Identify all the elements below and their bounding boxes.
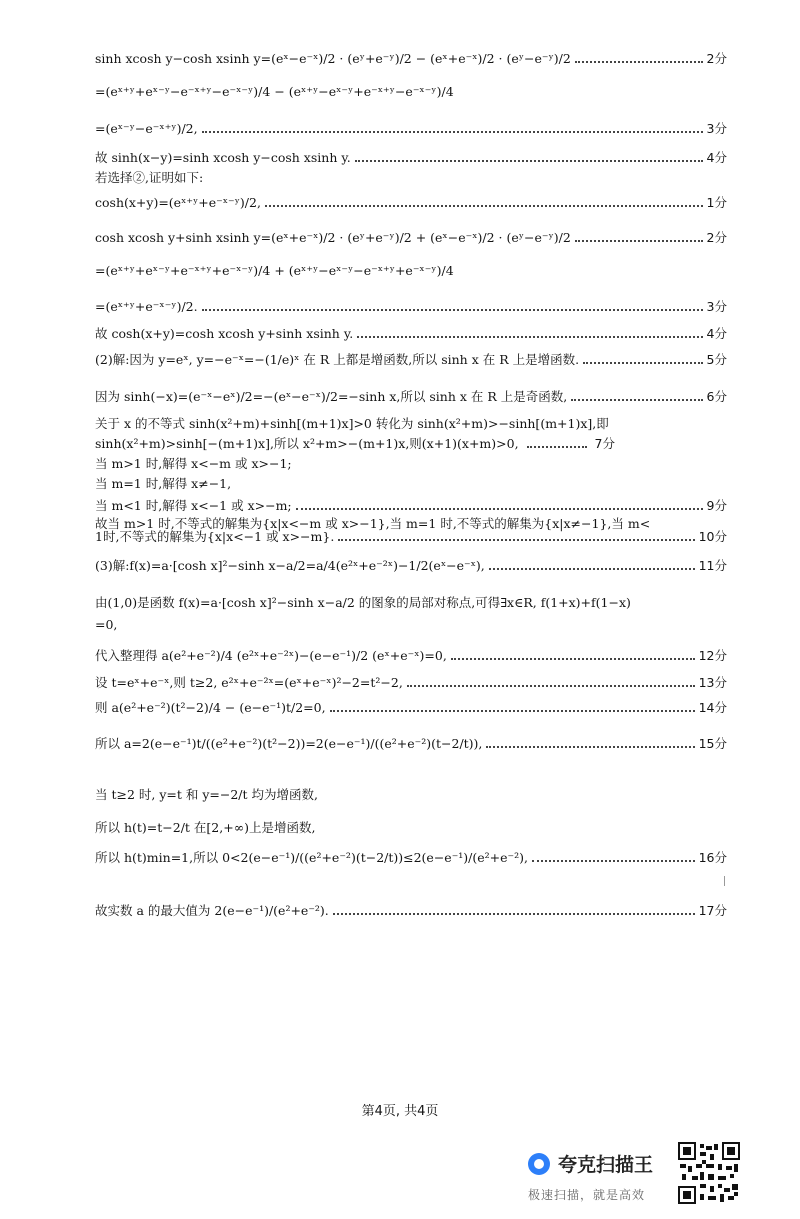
score-leader-dots [583,362,702,364]
solution-line-text: 故 cosh(x+y)=cosh xcosh y+sinh xsinh y. [95,326,354,341]
score-leader-dots [451,658,695,660]
score-label: 12分 [698,648,727,663]
inequality-text: 关于 x 的不等式 sinh(x²+m)+sinh[(m+1)x]>0 转化为 sinh(x²+m)>−sinh[(m+1)x],即 sinh(x²+m)>sinh[−(m+1)x],所以 x²+m>−(m+1)x,则(x+1)(x+m)>0, [95,416,609,451]
plain-line [95,787,727,803]
plain-line-text: =0, [95,617,118,632]
solution-line-text: (2)解:因为 y=eˣ, y=−e⁻ˣ=−(1/e)ˣ 在 R 上都是增函数,所以 sinh x 在 R 上是增函数. [95,352,580,367]
solution-line [95,51,727,67]
plain-line-text: 由(1,0)是函数 f(x)=a·[cosh x]²−sinh x−a/2 的图象的局部对称点,可得∃x∈R, f(1+x)+f(1−x) [95,595,631,610]
solution-line [95,700,727,716]
score-leader-dots [202,309,703,311]
solution-line [95,299,727,315]
scan-mark [724,876,729,886]
solution-line [95,150,727,166]
solution-line [95,498,727,514]
score-label: 9分 [706,498,727,513]
solution-line-text: cosh(x+y)=(eˣ⁺ʸ+e⁻ˣ⁻ʸ)/2, [95,195,261,210]
score-label: 2分 [706,51,727,66]
plain-line [95,595,727,611]
solution-line [95,230,727,246]
plain-line-text: 所以 h(t)=t−2/t 在[2,+∞)上是增函数, [95,820,316,835]
solution-line-text: sinh xcosh y−cosh xsinh y=(eˣ−e⁻ˣ)/2 · (eʸ+e⁻ʸ)/2 − (eˣ+e⁻ˣ)/2 · (eʸ−e⁻ʸ)/2 [95,51,571,66]
score-leader-dots [265,205,703,207]
solution-line-text: 所以 a=2(e−e⁻¹)t/((e²+e⁻²)(t²−2))=2(e−e⁻¹)/((e²+e⁻²)(t−2/t)), [95,736,483,751]
solution-line [95,326,727,342]
score-label: 16分 [698,850,727,865]
solution-line [95,352,727,368]
plain-line [95,617,727,633]
score-leader-dots [338,539,694,541]
scanner-slogan: 极速扫描，就是高效 [528,1188,646,1202]
score-leader-dots [486,746,694,748]
score-leader-dots [532,860,695,862]
solution-line [95,263,727,279]
solution-line-text: 所以 h(t)min=1,所以 0<2(e−e⁻¹)/((e²+e⁻²)(t−2/t))≤2(e−e⁻¹)/(e²+e⁻²), [95,850,529,865]
score-leader-dots [330,710,695,712]
solution-line-text: (3)解:f(x)=a·[cosh x]²−sinh x−a/2=a/4(e²ˣ+e⁻²ˣ)−1/2(eˣ−e⁻ˣ), [95,558,485,573]
solution-line-text: cosh xcosh y+sinh xsinh y=(eˣ+e⁻ˣ)/2 · (eʸ+e⁻ʸ)/2 + (eˣ−e⁻ˣ)/2 · (eʸ−e⁻ʸ)/2 [95,230,571,245]
solution-line-text: 因为 sinh(−x)=(e⁻ˣ−eˣ)/2=−(eˣ−e⁻ˣ)/2=−sinh x,所以 sinh x 在 R 上是奇函数, [95,389,568,404]
page-footer: 第4页, 共4页 [361,1104,439,1119]
scanner-brand: 夸克扫描王 [558,1154,654,1176]
plain-line [95,516,727,532]
solution-line-text: =(eˣ⁻ʸ−e⁻ˣ⁺ʸ)/2, [95,121,198,136]
solution-line-text: =(eˣ⁺ʸ+e⁻ˣ⁻ʸ)/2. [95,299,198,314]
plain-line [95,476,727,492]
scanner-logo-icon [528,1153,550,1175]
score-label: 6分 [706,389,727,404]
scanner-watermark [528,1150,653,1177]
score-label: 10分 [698,529,727,544]
solution-line [95,84,727,100]
score-label: 13分 [698,675,727,690]
solution-line [95,558,727,574]
score-label: 3分 [706,299,727,314]
score-label: 11分 [698,558,727,573]
solution-line [95,903,727,919]
score-leader-dots [407,685,695,687]
solution-line [95,648,727,664]
solution-line-text: =(eˣ⁺ʸ+eˣ⁻ʸ+e⁻ˣ⁺ʸ+e⁻ˣ⁻ʸ)/4 + (eˣ⁺ʸ−eˣ⁻ʸ−e⁻ˣ⁺ʸ+e⁻ˣ⁻ʸ)/4 [95,263,454,278]
solution-line-text: 代入整理得 a(e²+e⁻²)/4 (e²ˣ+e⁻²ˣ)−(e−e⁻¹)/2 (eˣ+e⁻ˣ)=0, [95,648,447,663]
score-leader-dots [489,568,695,570]
score-leader-dots [575,240,703,242]
score-label: 7分 [594,436,615,451]
score-label: 1分 [706,195,727,210]
solution-line-text: 1时,不等式的解集为{x|x<−1 或 x>−m}. [95,529,335,544]
solution-line [95,170,727,186]
score-label: 2分 [706,230,727,245]
score-leader-dots [355,160,703,162]
solution-line-text: =(eˣ⁺ʸ+eˣ⁻ʸ−e⁻ˣ⁺ʸ−e⁻ˣ⁻ʸ)/4 − (eˣ⁺ʸ−eˣ⁻ʸ+e⁻ˣ⁺ʸ−e⁻ˣ⁻ʸ)/4 [95,84,454,99]
solution-line-text: 若选择②,证明如下: [95,170,204,185]
score-label: 15分 [698,736,727,751]
score-leader-dots [571,399,702,401]
solution-line [95,121,727,137]
score-leader-dots [575,61,703,63]
solution-line-text: 则 a(e²+e⁻²)(t²−2)/4 − (e−e⁻¹)t/2=0, [95,700,326,715]
plain-line-text: 故当 m>1 时,不等式的解集为{x|x<−m 或 x>−1},当 m=1 时,不等式的解集为{x|x≠−1},当 m< [95,516,651,531]
solution-line-text: 故实数 a 的最大值为 2(e−e⁻¹)/(e²+e⁻²). [95,903,329,918]
solution-line-text: 当 m<1 时,解得 x<−1 或 x>−m; [95,498,292,513]
score-label: 5分 [706,352,727,367]
solution-line [95,850,727,866]
score-label: 4分 [706,150,727,165]
solution-line [95,389,727,405]
plain-line-text: 当 t≥2 时, y=t 和 y=−2/t 均为增函数, [95,787,318,802]
score-label: 14分 [698,700,727,715]
score-leader-dots [202,131,703,133]
inequality-paragraph [95,414,727,454]
score-label: 4分 [706,326,727,341]
solution-line-text: 设 t=eˣ+e⁻ˣ,则 t≥2, e²ˣ+e⁻²ˣ=(eˣ+e⁻ˣ)²−2=t²−2, [95,675,403,690]
plain-line [95,820,727,836]
plain-line-text: 当 m=1 时,解得 x≠−1, [95,476,232,491]
plain-line-text: 当 m>1 时,解得 x<−m 或 x>−1; [95,456,292,471]
score-leader-dots [333,913,695,915]
score-leader-dots [296,508,703,510]
qr-code-icon [678,1142,740,1204]
solution-line [95,736,727,752]
plain-line [95,456,727,472]
score-leader-dots [527,446,587,448]
score-leader-dots [357,336,702,338]
solution-line [95,675,727,691]
solution-line-text: 故 sinh(x−y)=sinh xcosh y−cosh xsinh y. [95,150,351,165]
score-label: 3分 [706,121,727,136]
solution-line [95,195,727,211]
score-label: 17分 [698,903,727,918]
